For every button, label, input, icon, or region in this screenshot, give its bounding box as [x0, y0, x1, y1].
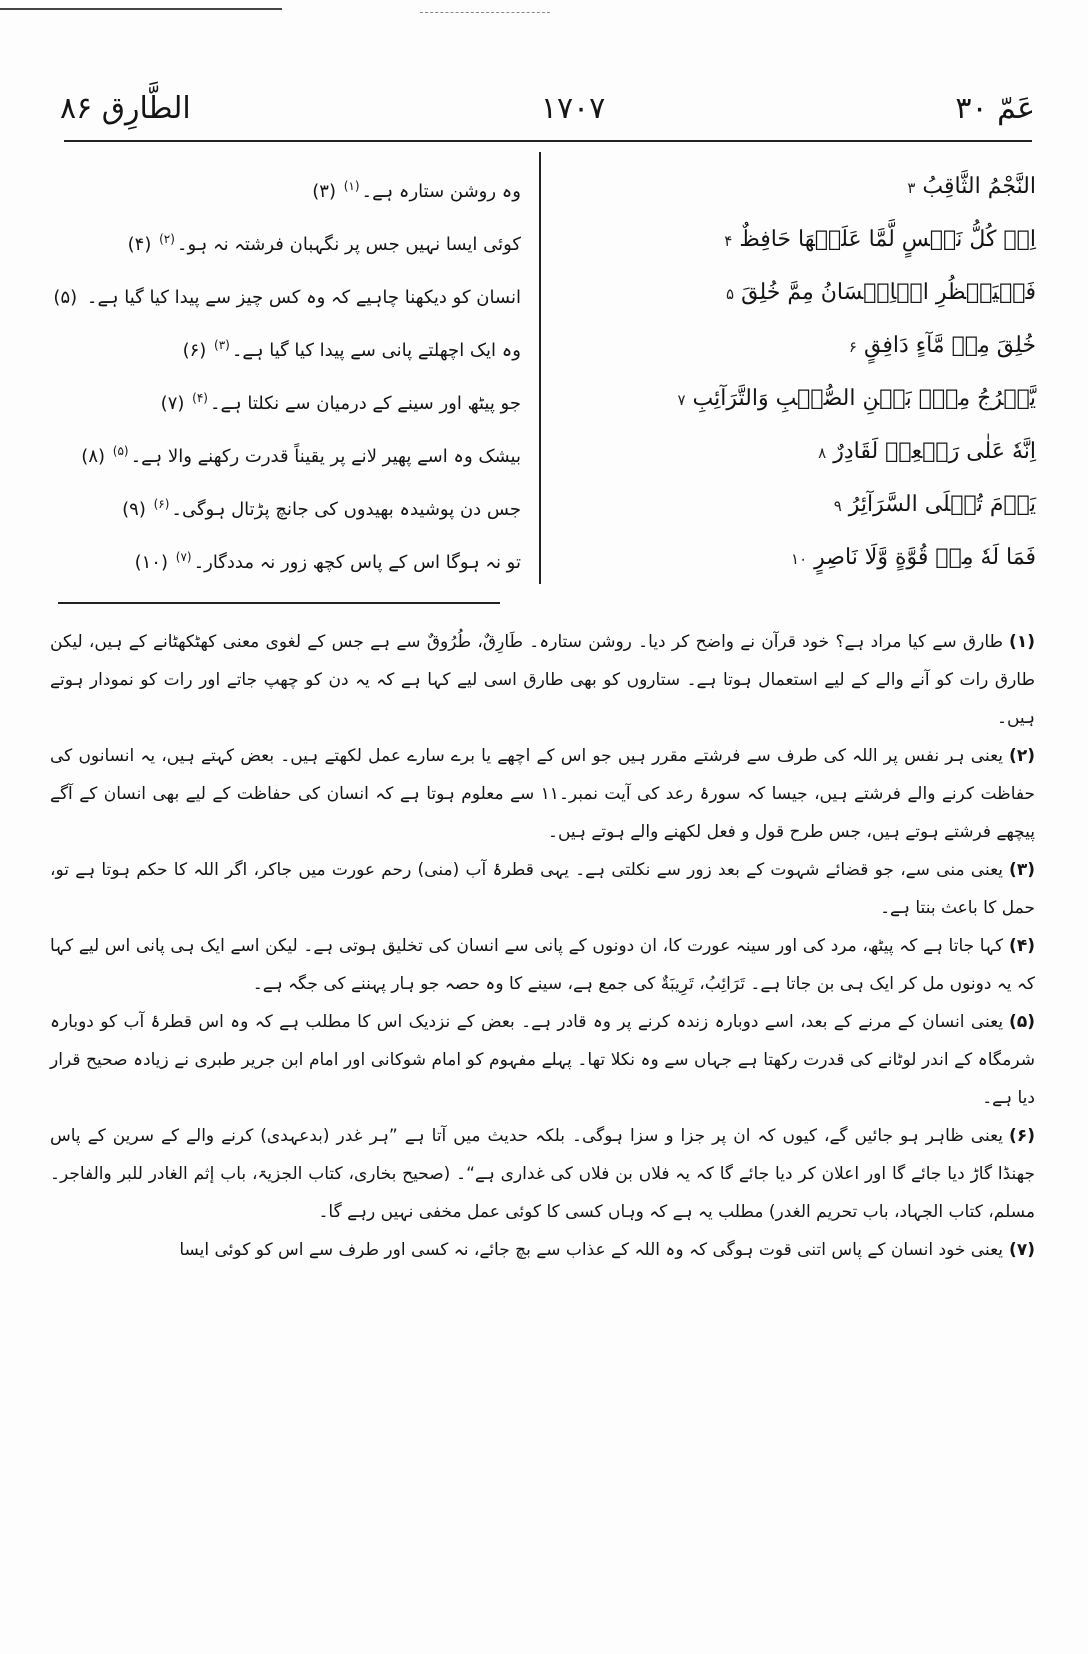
- footnote-ref: (۱): [343, 179, 360, 193]
- urdu-verse: جو پیٹھ اور سینے کے درمیان سے نکلتا ہے۔$^{(۴)}$ (۷): [160, 391, 521, 414]
- footnote-text: یعنی خود انسان کے پاس اتنی قوت ہوگی کہ وہ اللہ کے عذاب سے بچ جائے، نہ کسی اور طرف سے اس کو کوئی ایسا: [179, 1240, 1004, 1260]
- verse-number: (۵): [53, 287, 78, 308]
- urdu-verse: وہ روشن ستارہ ہے۔$^{(۱)}$ (۳): [312, 179, 521, 202]
- column-divider: [539, 152, 541, 584]
- urdu-verse: جس دن پوشیدہ بھیدوں کی جانچ پڑتال ہوگی۔$^{(۶)}$ (۹): [122, 497, 521, 520]
- footnote-number: (۱): [1009, 632, 1035, 652]
- footnote-text: کہا جاتا ہے کہ پیٹھ، مرد کی اور سینہ عورت کا، ان دونوں کے پانی سے انسان کی تخلیق ہوتی ہے۔ لیکن اسے ایک ہی پانی اس لیے کہا کہ یہ دونوں مل کر ایک ہی بن جاتا ہے۔ تَرَائِبُ، تَرِيبَةٌ کی جمع ہے، سینے کا وہ حصہ جو ہار پہننے کی جگہ ہے۔: [50, 936, 1035, 994]
- ayah-number: ۱۰: [791, 550, 808, 568]
- top-dash: [420, 12, 550, 13]
- arabic-verse: النَّجْمُ الثَّاقِبُ ۳: [907, 174, 1036, 199]
- footnote-number: (۳): [1009, 860, 1035, 880]
- arabic-verse: يَوۡمَ تُبۡلَى السَّرَآئِرُ ۹: [833, 492, 1036, 517]
- ayah-number: ۸: [818, 444, 827, 462]
- arabic-verse: اِنۡ كُلُّ نَفۡسٍ لَّمَّا عَلَيۡهَا حَافِظٌ ۴: [724, 227, 1036, 252]
- arabic-verse: يَّخۡرُجُ مِنۡۢ بَيۡنِ الصُّلۡبِ وَالتَّرَآئِبِ ۷: [677, 386, 1036, 411]
- footnote-text: یعنی منی سے، جو قضائے شہوت کے بعد زور سے نکلتی ہے۔ یہی قطرۂ آب (منی) رحم عورت میں جاکر، اگر اللہ کا حکم ہوتا ہے تو، حمل کا باعث بنتا ہے۔: [50, 860, 1035, 918]
- arabic-verse: خُلِقَ مِنۡ مَّآءٍ دَافِقٍ ۶: [848, 333, 1036, 358]
- page-number: ۱۷۰۷: [540, 90, 606, 126]
- footnote-text: یعنی ظاہر ہو جائیں گے، کیوں کہ ان پر جزا و سزا ہوگی۔ بلکہ حدیث میں آتا ہے ”ہر غدر (بدعہدی) کرنے والے کے سرین کے پاس جھنڈا گاڑ دیا جائے گا اور اعلان کر دیا جائے گا کہ یہ فلاں بن فلاں کی غداری ہے“۔ (صحیح بخاری، کتاب الجزیۃ، باب إثم الغادر للبر والفاجر۔ مسلم، کتاب الجہاد، باب تحریم الغدر) مطلب یہ ہے کہ وہاں کسی کا کوئی عمل مخفی نہیں رہے گا۔: [50, 1126, 1035, 1222]
- footnote-ref: (۶): [153, 497, 170, 511]
- verse-number: (۴): [127, 234, 152, 255]
- ayah-number: ۳: [907, 179, 916, 197]
- arabic-verse: فَمَا لَهٗ مِنۡ قُوَّةٍ وَّلَا نَاصِرٍ ۱۰: [791, 545, 1036, 570]
- footnote-rule: [58, 602, 500, 604]
- page-header: [60, 82, 1035, 134]
- urdu-verse: بیشک وہ اسے پھیر لانے پر یقیناً قدرت رکھنے والا ہے۔$^{(۵)}$ (۸): [81, 444, 521, 467]
- footnote-ref: (۲): [159, 232, 175, 246]
- footnotes: [50, 623, 1035, 1269]
- footnote: [50, 927, 1035, 1003]
- verse-number: (۱۰): [134, 552, 169, 573]
- footnote-ref: (۷): [175, 550, 192, 564]
- surah-name: الطَّارِق ۸۶: [60, 90, 191, 126]
- footnote: [50, 1231, 1035, 1269]
- verse-number: (۸): [81, 446, 106, 467]
- footnote-number: (۷): [1009, 1240, 1035, 1260]
- urdu-verse: تو نہ ہوگا اس کے پاس کچھ زور نہ مددگار۔$^{(۷)}$ (۱۰): [134, 550, 521, 573]
- footnote-text: طارق سے کیا مراد ہے؟ خود قرآن نے واضح کر دیا۔ روشن ستارہ۔ طَارِقٌ، طُرُوقٌ سے ہے جس کے لغوی معنی کھٹکھٹانے کے ہیں، لیکن طارق رات کو آنے والے کے لیے استعمال ہوتا ہے۔ ستاروں کو بھی طارق اسی لیے کہا ہے کہ یہ دن کو چھپ جاتے اور رات کو نمودار ہوتے ہیں۔: [50, 632, 1035, 728]
- verse-number: (۷): [160, 393, 185, 414]
- ayah-number: ۴: [724, 232, 733, 250]
- verse-number: (۹): [122, 499, 146, 520]
- arabic-verses: [568, 160, 1036, 584]
- verse-number: (۶): [182, 340, 207, 361]
- footnote: [50, 851, 1035, 927]
- verse-number: (۳): [312, 181, 336, 202]
- footnote-ref: (۵): [112, 444, 129, 458]
- urdu-verse: انسان کو دیکھنا چاہیے کہ وہ کس چیز سے پیدا کیا گیا ہے۔ (۵): [53, 287, 521, 308]
- footnote: [50, 1117, 1035, 1231]
- footnote-ref: (۴): [192, 391, 208, 405]
- urdu-translation: [53, 160, 521, 584]
- juz-name: عَمّ ۳۰: [955, 90, 1035, 126]
- footnote-number: (۶): [1009, 1126, 1035, 1146]
- arabic-verse: فَلۡيَنۡظُرِ الۡاِنۡسَانُ مِمَّ خُلِقَ ۵: [726, 280, 1036, 305]
- footnote-number: (۲): [1009, 746, 1035, 766]
- urdu-verse: کوئی ایسا نہیں جس پر نگہبان فرشتہ نہ ہو۔$^{(۲)}$ (۴): [127, 232, 521, 255]
- arabic-verse: اِنَّهٗ عَلٰى رَجۡعِهٖ لَقَادِرٌ ۸: [818, 439, 1036, 464]
- footnote-text: یعنی ہر نفس پر اللہ کی طرف سے فرشتے مقرر ہیں جو اس کے اچھے یا برے سارے عمل لکھتے ہیں۔ بعض کہتے ہیں، یہ انسانوں کی حفاظت کرنے والے فرشتے ہیں، جیسا کہ سورۂ رعد کی آیت نمبر۔۱۱ سے معلوم ہوتا ہے کہ انسان کی حفاظت کے لیے بھی انسان کے آگے پیچھے فرشتے ہوتے ہیں، جس طرح قول و فعل لکھنے والے ہوتے ہیں۔: [50, 746, 1035, 842]
- footnote-ref: (۳): [214, 338, 230, 352]
- footnote: [50, 1003, 1035, 1117]
- ayah-number: ۷: [677, 391, 686, 409]
- urdu-verse: وہ ایک اچھلتے پانی سے پیدا کیا گیا ہے۔$^{(۳)}$ (۶): [182, 338, 521, 361]
- header-rule: [64, 140, 1032, 142]
- footnote: [50, 623, 1035, 737]
- ayah-number: ۵: [726, 285, 735, 303]
- ayah-number: ۹: [833, 497, 842, 515]
- ayah-number: ۶: [848, 338, 857, 356]
- footnote-number: (۴): [1009, 936, 1035, 956]
- footnote-number: (۵): [1009, 1012, 1035, 1032]
- footnote-text: یعنی انسان کے مرنے کے بعد، اسے دوبارہ زندہ کرنے پر وہ قادر ہے۔ بعض کے نزدیک اس کا مطلب ہے کہ وہ اس قطرۂ آب کو دوبارہ شرمگاہ کے اندر لوٹانے کی قدرت رکھتا ہے جہاں سے وہ نکلا تھا۔ پہلے مفہوم کو امام شوکانی اور امام ابن جریر طبری نے زیادہ صحیح قرار دیا ہے۔: [50, 1012, 1035, 1108]
- top-rule: [0, 8, 282, 10]
- footnote: [50, 737, 1035, 851]
